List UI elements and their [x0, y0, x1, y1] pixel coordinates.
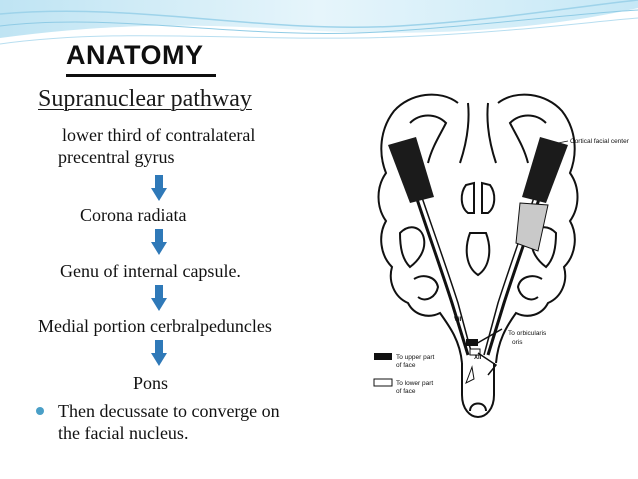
legend-upper-swatch: [374, 353, 392, 360]
pathway-step-4: Medial portion cerbralpeduncles: [38, 316, 272, 336]
legend-lower-label-1: To lower part: [396, 380, 434, 387]
bullet-line-2: the facial nucleus.: [58, 423, 189, 443]
down-arrow-icon: [151, 229, 167, 255]
down-arrow-icon: [151, 285, 167, 311]
bullet-line-1: Then decussate to converge on: [58, 401, 280, 421]
cortical-center-label: Cortical facial center: [570, 138, 629, 145]
nerve-vii-label: VII: [454, 317, 462, 323]
pathway-step-2: Corona radiata: [80, 205, 187, 225]
bullet-icon: [36, 407, 44, 415]
nerve-xii-label: XII: [474, 355, 482, 361]
down-arrow-icon: [151, 340, 167, 366]
pathway-step-5: Pons: [133, 373, 169, 393]
orbicularis-label-1: To orbicularis: [508, 330, 547, 337]
title-underline: [66, 74, 216, 77]
slide-title: ANATOMY: [66, 40, 204, 70]
bullet-text: [58, 400, 358, 444]
orbicularis-label-2: oris: [512, 339, 523, 346]
legend-upper-label-2: of face: [396, 362, 416, 369]
legend-upper-label-1: To upper part: [396, 354, 435, 361]
legend-lower-label-2: of face: [396, 388, 416, 395]
slide-subtitle: Supranuclear pathway: [38, 86, 252, 112]
pathway-step-1a: lower third of contralateral: [62, 125, 256, 145]
down-arrow-icon: [151, 175, 167, 201]
legend-lower-swatch: [374, 379, 392, 386]
pathway-step-3: Genu of internal capsule.: [60, 261, 241, 281]
pathway-step-1b: precentral gyrus: [58, 147, 175, 167]
facial-pathway-diagram: [370, 83, 629, 433]
